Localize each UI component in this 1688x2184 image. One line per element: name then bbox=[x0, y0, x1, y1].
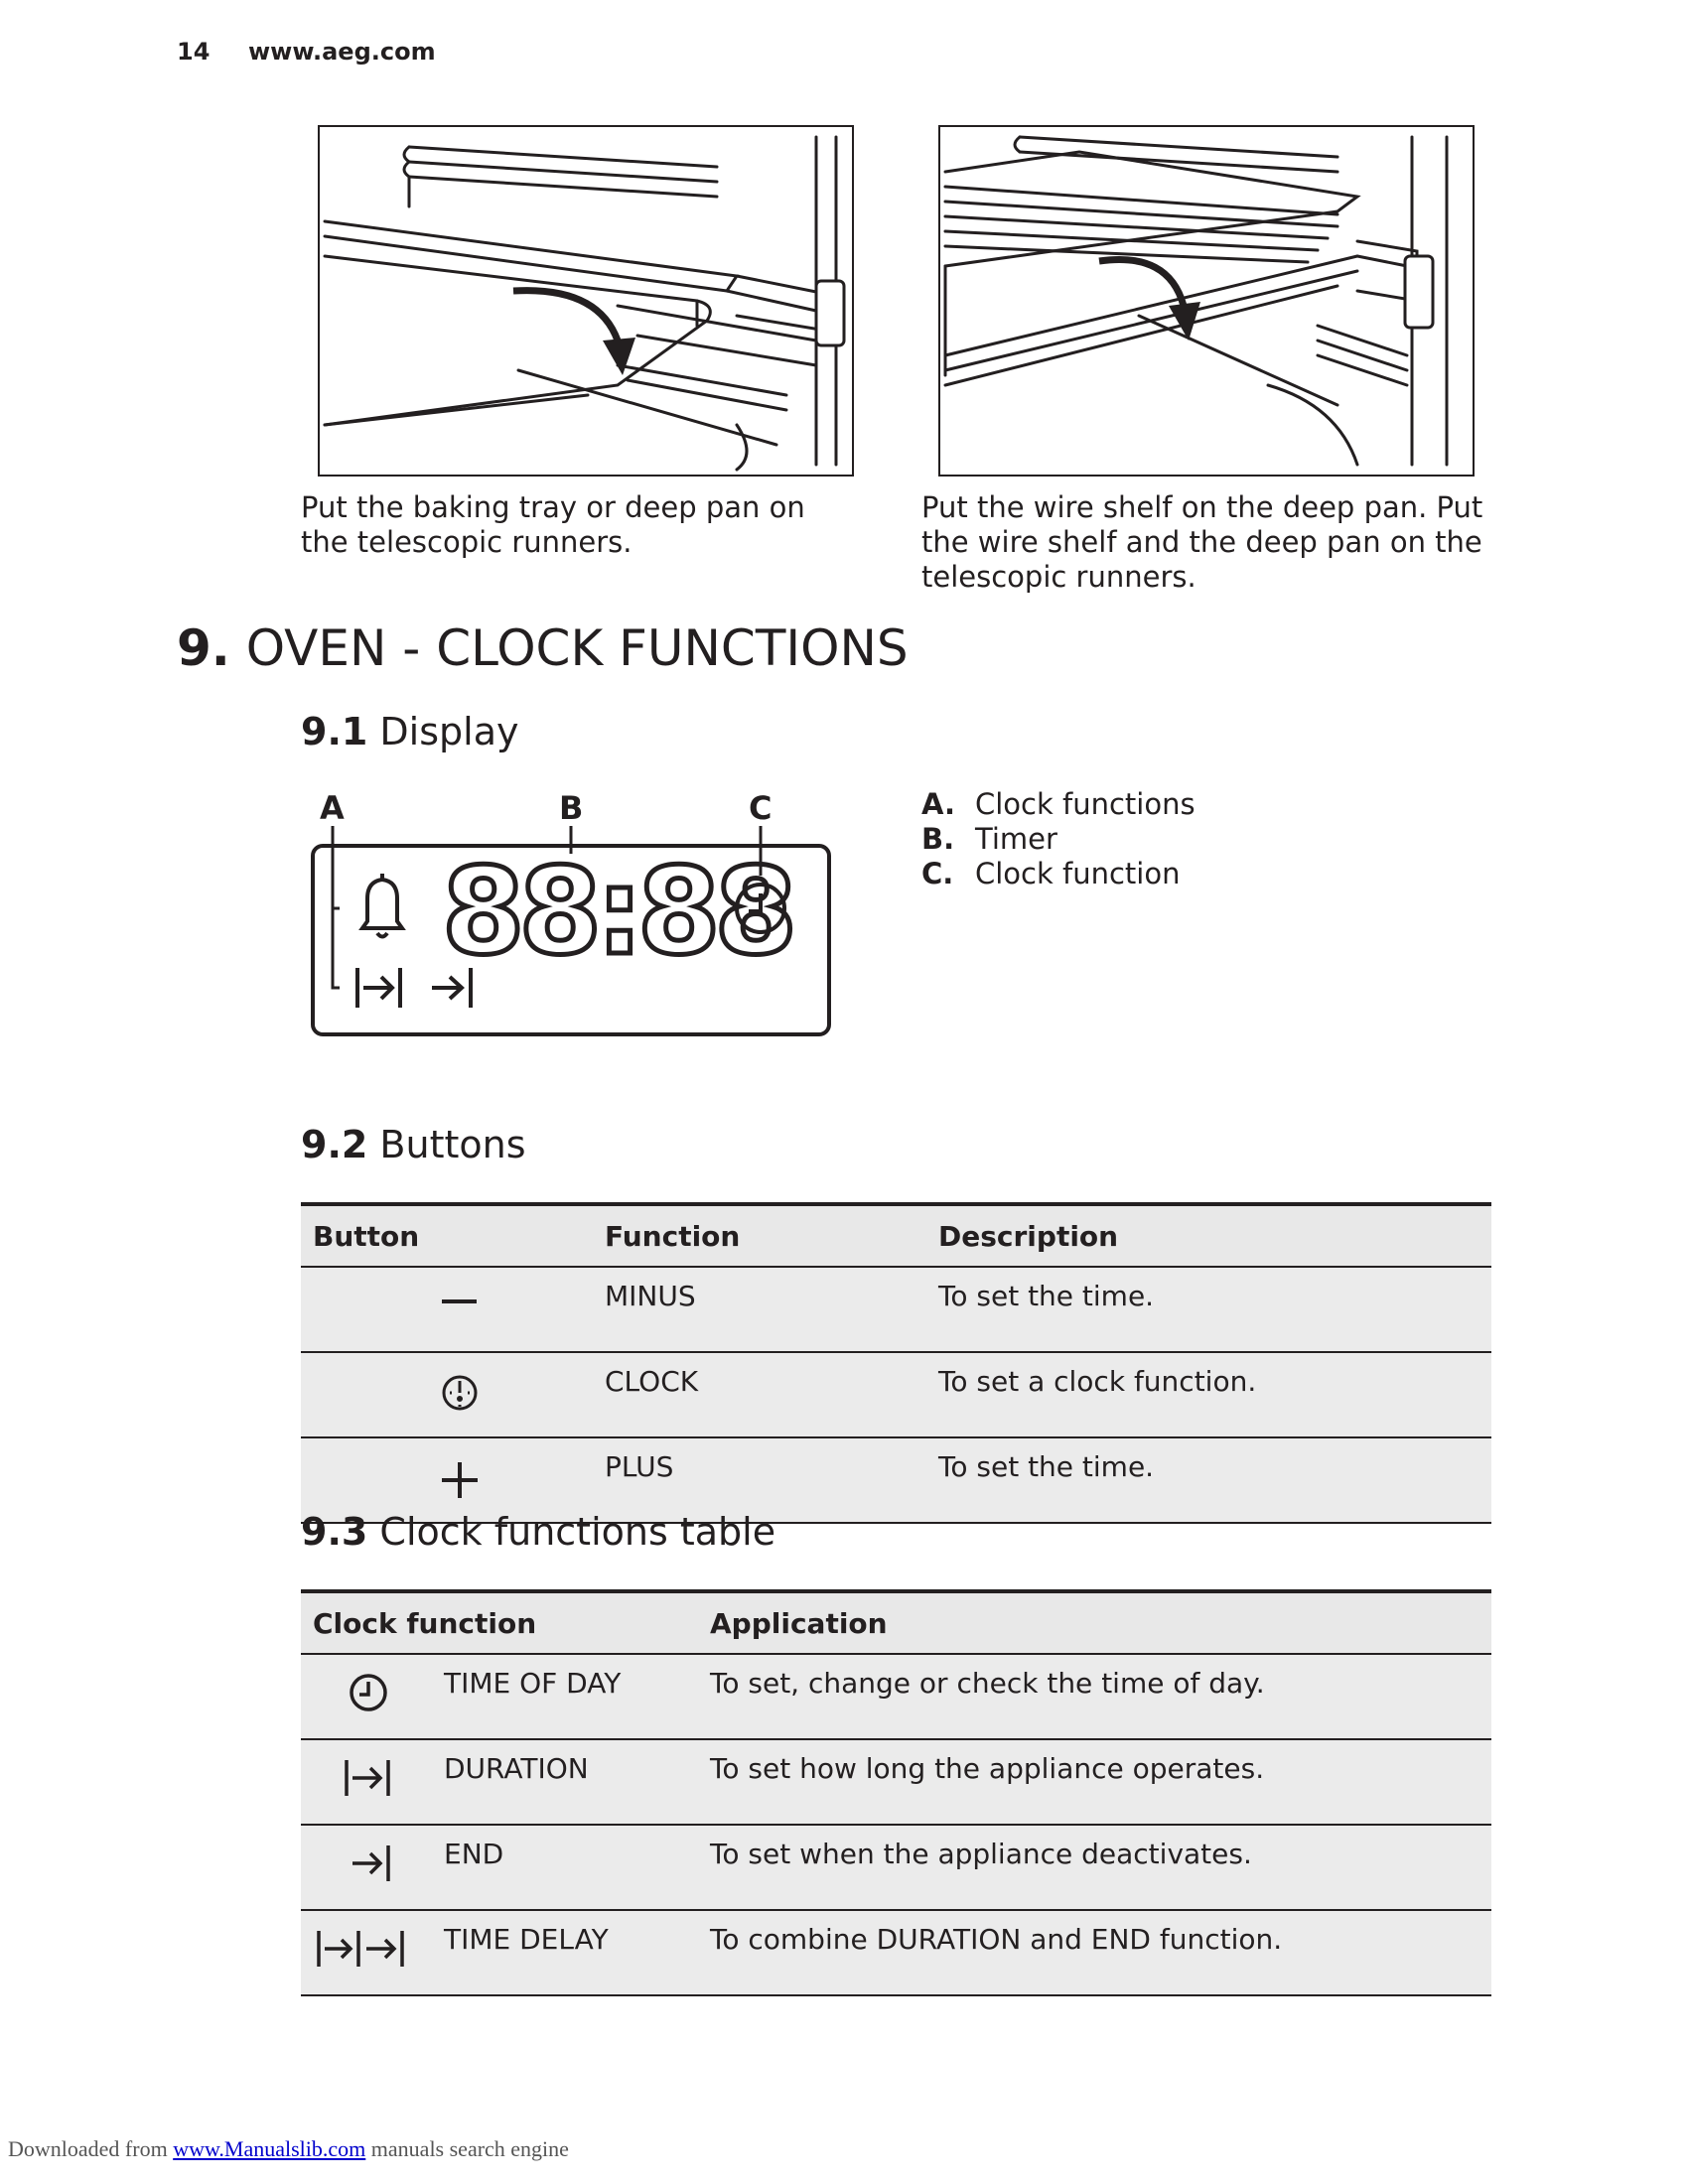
clock-icon bbox=[352, 1676, 385, 1709]
wire-shelf-illustration bbox=[938, 125, 1475, 477]
duration-icon bbox=[347, 1760, 388, 1796]
description-cell: To set a clock function. bbox=[926, 1352, 1491, 1437]
function-name-cell: END bbox=[432, 1825, 698, 1910]
timer-digits: 88:88 bbox=[442, 844, 791, 982]
legend-item bbox=[921, 787, 1196, 822]
function-cell: CLOCK bbox=[593, 1352, 926, 1437]
application-cell: To set when the appliance deactivates. bbox=[698, 1825, 1491, 1910]
footer bbox=[8, 2136, 569, 2162]
description-cell: To set the time. bbox=[926, 1437, 1491, 1523]
table-row bbox=[301, 1267, 1491, 1352]
buttons-title: Buttons bbox=[379, 1123, 526, 1166]
footer-suffix: manuals search engine bbox=[370, 2136, 569, 2161]
button-icon-cell bbox=[301, 1352, 593, 1437]
application-cell: To set, change or check the time of day. bbox=[698, 1654, 1491, 1739]
function-name-cell: TIME OF DAY bbox=[432, 1654, 698, 1739]
clock-table-heading bbox=[301, 1510, 775, 1554]
clock-functions-table bbox=[301, 1589, 1491, 1996]
footer-prefix: Downloaded from bbox=[8, 2136, 168, 2161]
label-a: A bbox=[320, 789, 345, 827]
display-legend bbox=[921, 787, 1196, 891]
plus-icon bbox=[442, 1462, 478, 1498]
legend-key: B. bbox=[921, 822, 955, 856]
table-row bbox=[301, 1654, 1491, 1739]
duration-icon bbox=[357, 968, 400, 1008]
display-title: Display bbox=[379, 710, 519, 753]
col-description: Description bbox=[926, 1204, 1491, 1267]
application-cell: To combine DURATION and END function. bbox=[698, 1910, 1491, 1995]
legend-text: Timer bbox=[975, 822, 1057, 856]
table-row bbox=[301, 1825, 1491, 1910]
col-clock-function: Clock function bbox=[301, 1591, 698, 1654]
time-delay-icon bbox=[319, 1931, 402, 1967]
col-application: Application bbox=[698, 1591, 1491, 1654]
footer-link[interactable]: www.Manualslib.com bbox=[173, 2136, 366, 2161]
application-cell: To set how long the appliance operates. bbox=[698, 1739, 1491, 1825]
section-title: OVEN - CLOCK FUNCTIONS bbox=[245, 619, 909, 677]
function-icon-cell bbox=[301, 1739, 432, 1825]
label-c: C bbox=[749, 789, 773, 827]
buttons-heading bbox=[301, 1123, 526, 1166]
end-icon bbox=[352, 1845, 388, 1881]
function-icon-cell bbox=[301, 1654, 432, 1739]
col-button: Button bbox=[301, 1204, 593, 1267]
bell-icon bbox=[362, 874, 402, 937]
function-cell: MINUS bbox=[593, 1267, 926, 1352]
legend-text: Clock functions bbox=[975, 787, 1196, 821]
display-diagram bbox=[298, 784, 854, 1056]
page-number: 14 bbox=[177, 38, 211, 66]
buttons-table bbox=[301, 1202, 1491, 1524]
table-row bbox=[301, 1910, 1491, 1995]
baking-tray-illustration bbox=[318, 125, 854, 477]
display-heading bbox=[301, 710, 519, 753]
function-cell: PLUS bbox=[593, 1437, 926, 1523]
function-name-cell: DURATION bbox=[432, 1739, 698, 1825]
function-name-cell: TIME DELAY bbox=[432, 1910, 698, 1995]
function-icon-cell bbox=[301, 1910, 432, 1995]
legend-text: Clock function bbox=[975, 857, 1181, 890]
col-function: Function bbox=[593, 1204, 926, 1267]
button-icon-cell bbox=[301, 1267, 593, 1352]
legend-item bbox=[921, 857, 1196, 891]
label-b: B bbox=[559, 789, 584, 827]
table-row bbox=[301, 1739, 1491, 1825]
legend-key: A. bbox=[921, 787, 955, 821]
clock-table-title: Clock functions table bbox=[379, 1510, 776, 1554]
legend-item bbox=[921, 822, 1196, 857]
left-figure-caption: Put the baking tray or deep pan on the telescopic runners. bbox=[301, 490, 805, 559]
clock-button-icon bbox=[444, 1377, 476, 1409]
section-heading bbox=[177, 619, 909, 677]
section-number: 9. bbox=[177, 619, 230, 677]
right-figure-caption: Put the wire shelf on the deep pan. Put the wire shelf and the deep pan on the telescopic runners. bbox=[921, 490, 1483, 594]
buttons-number: 9.2 bbox=[301, 1123, 368, 1166]
header-url[interactable]: www.aeg.com bbox=[248, 38, 436, 66]
table-row bbox=[301, 1352, 1491, 1437]
function-icon-cell bbox=[301, 1825, 432, 1910]
legend-key: C. bbox=[921, 857, 954, 890]
description-cell: To set the time. bbox=[926, 1267, 1491, 1352]
clock-table-number: 9.3 bbox=[301, 1510, 368, 1554]
display-number: 9.1 bbox=[301, 710, 368, 753]
